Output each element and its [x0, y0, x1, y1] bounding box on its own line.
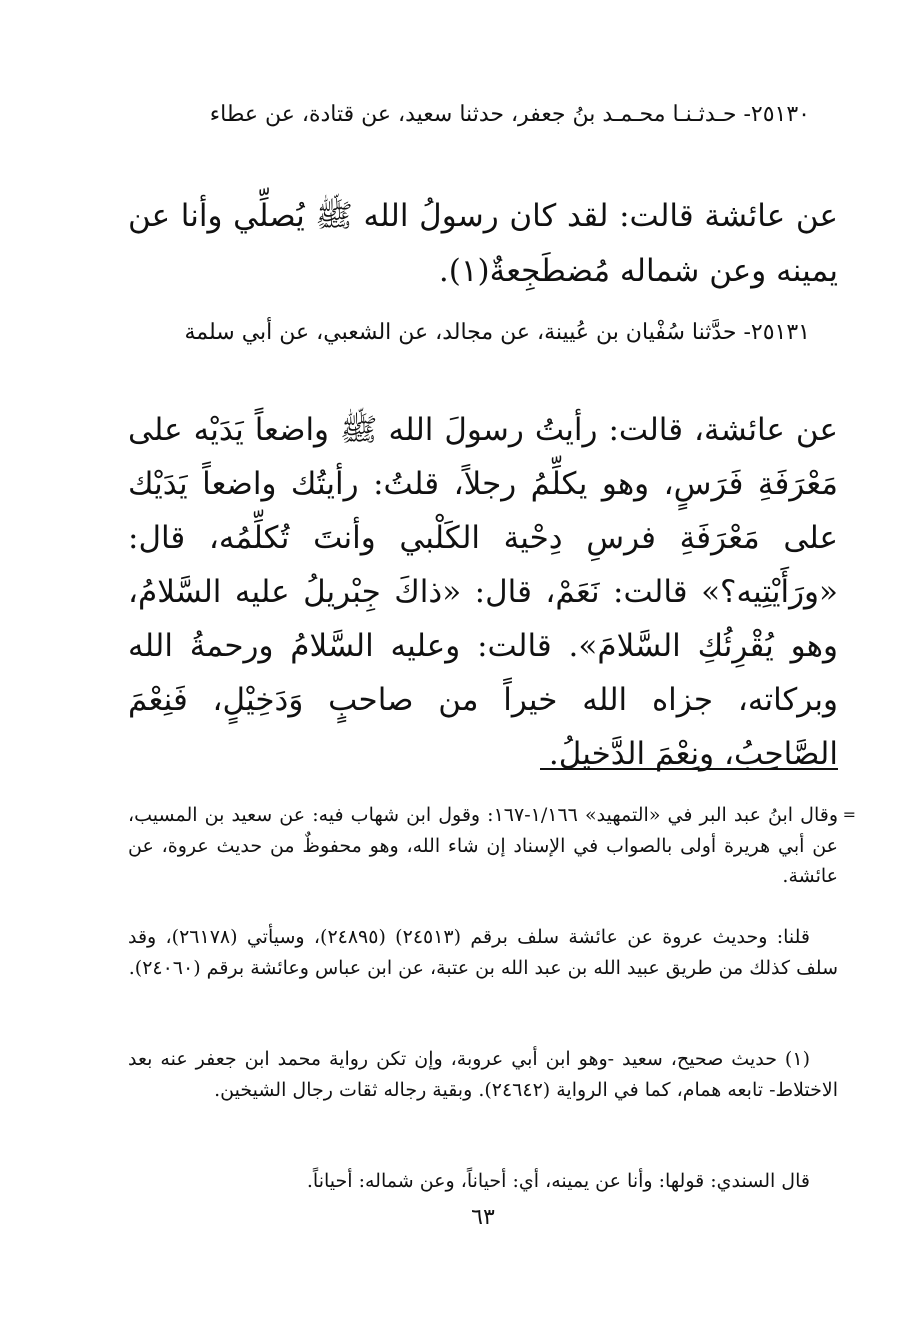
- footnote-paragraph-2: قلنا: وحديث عروة عن عائشة سلف برقم (٢٤٥١٣) (٢٤٨٩٥)، وسيأتي (٢٦١٧٨)، وقد سلف كذلك من طريق عبيد الله بن عبد الله بن عتبة، عن ابن عباس وعائشة برقم (٢٤٠٦٠).: [128, 926, 838, 979]
- footnote-continued: [128, 800, 856, 892]
- book-page: [128, 0, 856, 1333]
- page-number: ٦٣: [471, 1205, 495, 1230]
- hadith-25130-matn: عن عائشة قالت: لقد كان رسولُ الله ﷺ يُصلِّي وأنا عن يمينه وعن شماله مُضطَجِعةٌ(١).: [128, 198, 838, 289]
- footnote-sindi-note: قال السندي: قولها: وأنا عن يمينه، أي: أحياناً، وعن شماله: أحياناً.: [306, 1170, 810, 1192]
- hadith-25130-isnad: ٢٥١٣٠- حـدثـنـا محـمـد بنُ جعفر، حدثنا سعيد، عن قتادة، عن عطاء: [209, 102, 810, 127]
- footnote-1: (١) حديث صحيح، سعيد -وهو ابن أبي عروبة، وإن تكن رواية محمد ابن جعفر عنه بعد الاختلاط- تابعه همام، كما في الرواية (٢٤٦٤٢). وبقية رجاله ثقات رجال الشيخين.: [128, 1048, 838, 1101]
- hadith-25131-matn: عن عائشة، قالت: رأيتُ رسولَ الله ﷺ واضعاً يَدَيْه على مَعْرَفَةِ فَرَسٍ، وهو يكلِّمُ رجلاً، قلتُ: رأيتُك واضعاً يَدَيْك على مَعْرَفَةِ فرسِ دِحْية الكَلْبي وأنتَ تُكلِّمُه، قال: «ورَأَيْتِيه؟» قالت: نَعَمْ، قال: «ذاكَ جِبْريلُ عليه السَّلامُ، وهو يُقْرِئُكِ السَّلامَ». قالت: وعليه السَّلامُ ورحمةُ الله وبركاته، جزاه الله خيراً من صاحبٍ وَدَخِيْلٍ، فَنِعْمَ الصَّاحِبُ، ونِعْمَ الدَّخيلُ.: [128, 412, 838, 772]
- footnote-separator: [540, 768, 838, 770]
- continuation-mark: =: [842, 805, 856, 824]
- hadith-25131-isnad: ٢٥١٣١- حدَّثنا سُفْيان بن عُيينة، عن مجالد، عن الشعبي، عن أبي سلمة: [184, 320, 810, 345]
- footnote-paragraph-1: وقال ابنُ عبد البر في «التمهيد» ١/١٦٦-١٦٧: وقول ابن شهاب فيه: عن سعيد بن المسيب، عن أبي هريرة أولى بالصواب في الإسناد إن شاء الله، وهو محفوظٌ من حديث عروة، عن عائشة.: [128, 804, 838, 887]
